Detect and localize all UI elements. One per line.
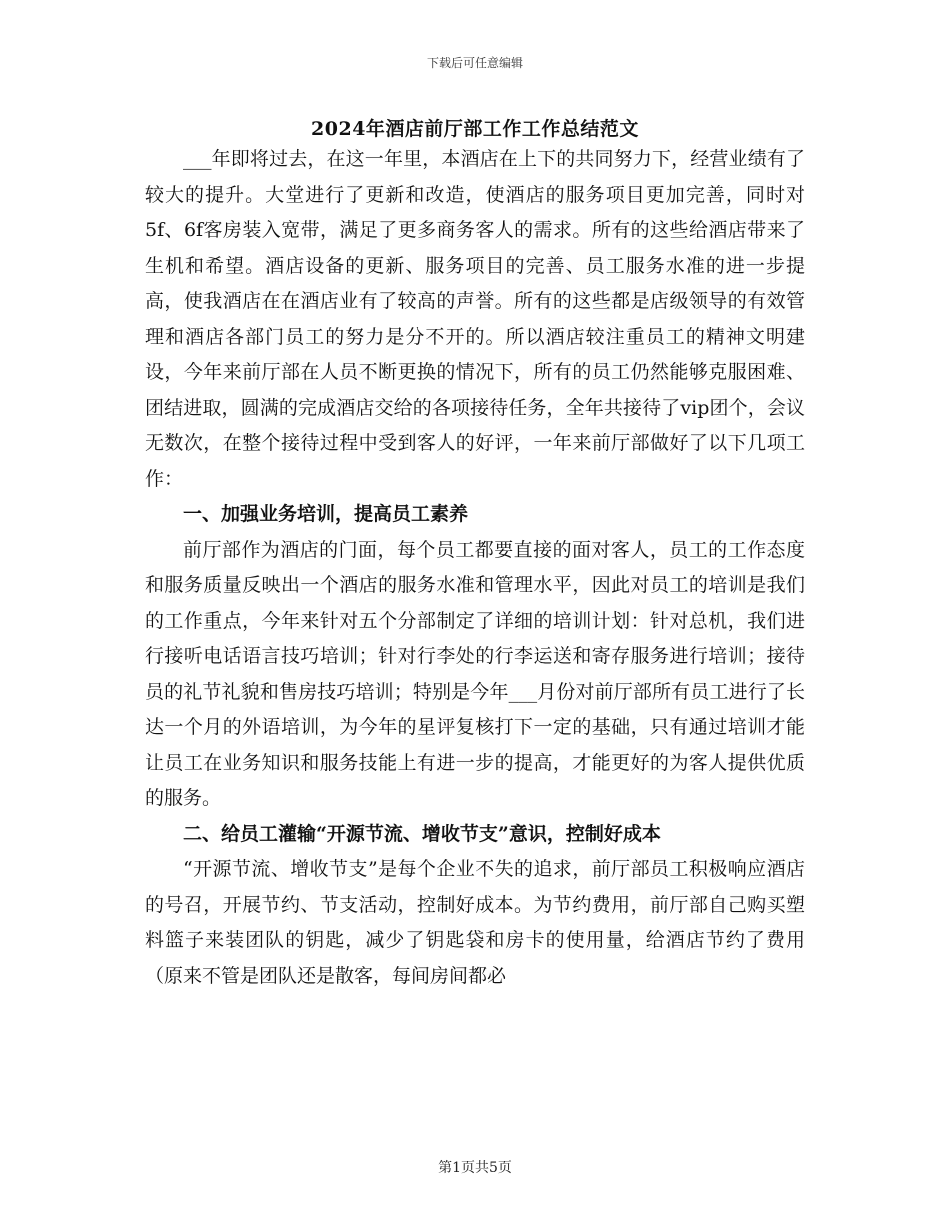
header-note: 下载后可任意编辑 xyxy=(426,56,523,70)
page-number: 第1页共5页 xyxy=(438,1160,512,1176)
section-1-heading: 一、加强业务培训，提高员工素养 xyxy=(183,503,469,525)
section-2-paragraph: “开源节流、增收节支”是每个企业不失的追求，前厅部员工积极响应酒店的号召，开展节约、节支活动，控制好成本。为节约费用，前厅部自己购买塑料篮子来装团队的钥匙，减少了钥匙袋和房卡的使用量，给酒店节约了费用（原来不管是团队还是散客，每间房间都必 xyxy=(145,858,805,987)
intro-paragraph: ___年即将过去，在这一年里，本酒店在上下的共同努力下，经营业绩有了较大的提升。大堂进行了更新和改造，使酒店的服务项目更加完善，同时对5f、6f客房装入宽带，满足了更多商务客人的需求。所有的这些给酒店带来了生机和希望。酒店设备的更新、服务项目的完善、员工服务水准的进一步提高，使我酒店在在酒店业有了较高的声誉。所有的这些都是店级领导的有效管理和酒店各部门员工的努力是分不开的。所以酒店较注重员工的精神文明建设，今年来前厅部在人员不断更换的情况下，所有的员工仍然能够克服困难、团结进取，圆满的完成酒店交给的各项接待任务，全年共接待了vip团个，会议无数次，在整个接待过程中受到客人的好评，一年来前厅部做好了以下几项工作： xyxy=(145,148,805,490)
section-1-paragraph: 前厅部作为酒店的门面，每个员工都要直接的面对客人，员工的工作态度和服务质量反映出一个酒店的服务水准和管理水平，因此对员工的培训是我们的工作重点，今年来针对五个分部制定了详细的培训计划：针对总机，我们进行接听电话语言技巧培训；针对行李处的行李运送和寄存服务进行培训；接待员的礼节礼貌和售房技巧培训；特别是今年___月份对前厅部所有员工进行了长达一个月的外语培训，为今年的星评复核打下一定的基础，只有通过培训才能让员工在业务知识和服务技能上有进一步的提高，才能更好的为客人提供优质的服务。 xyxy=(145,538,805,809)
document-title: 2024年酒店前厅部工作工作总结范文 xyxy=(311,118,639,140)
section-2-heading: 二、给员工灌输“开源节流、增收节支”意识，控制好成本 xyxy=(183,822,661,845)
document-body xyxy=(145,142,805,994)
